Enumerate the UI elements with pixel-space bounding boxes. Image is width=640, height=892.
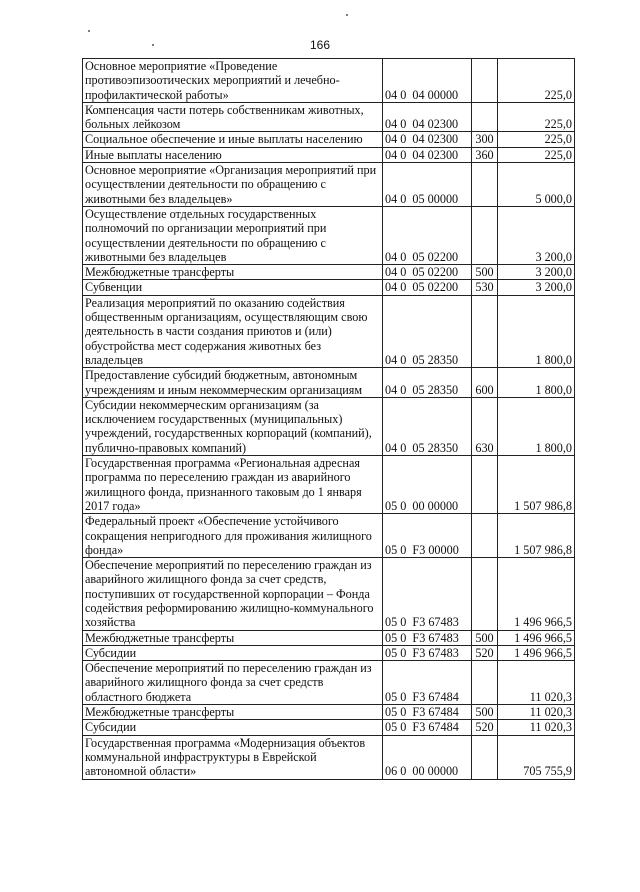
row-amount-cell: 1 800,0 — [498, 397, 575, 455]
row-code-cell: 04 0 04 02300 — [383, 147, 472, 162]
table-row — [83, 132, 575, 147]
row-code-cell: 04 0 05 02200 — [383, 280, 472, 295]
row-code-cell: 04 0 04 02300 — [383, 102, 472, 132]
row-name-cell: Государственная программа «Модернизация объектов коммунальной инфраструктуры в Еврейской автономной области» — [83, 735, 383, 779]
row-expense-type-cell — [472, 163, 498, 207]
budget-table — [82, 58, 575, 780]
row-expense-type-cell — [472, 661, 498, 705]
row-amount-cell: 1 507 986,8 — [498, 514, 575, 558]
row-expense-type-cell: 300 — [472, 132, 498, 147]
row-amount-cell: 11 020,3 — [498, 720, 575, 735]
table-row — [83, 265, 575, 280]
row-name-cell: Осуществление отдельных государственных полномочий по организации мероприятий при осуществлении деятельности по обращению с животными без владельцев — [83, 206, 383, 264]
row-name-cell: Межбюджетные трансферты — [83, 265, 383, 280]
row-code-cell: 04 0 05 28350 — [383, 368, 472, 398]
row-name-cell: Субвенции — [83, 280, 383, 295]
table-row — [83, 558, 575, 630]
row-amount-cell: 705 755,9 — [498, 735, 575, 779]
row-code-cell: 04 0 05 02200 — [383, 206, 472, 264]
row-expense-type-cell: 530 — [472, 280, 498, 295]
row-amount-cell: 1 496 966,5 — [498, 630, 575, 645]
row-amount-cell: 225,0 — [498, 132, 575, 147]
row-name-cell: Межбюджетные трансферты — [83, 705, 383, 720]
table-row — [83, 735, 575, 779]
row-expense-type-cell: 360 — [472, 147, 498, 162]
row-code-cell: 05 0 F3 67483 — [383, 645, 472, 660]
row-name-cell: Государственная программа «Региональная адресная программа по переселению граждан из аварийного жилищного фонда, признанного таковым до 1 января 2017 года» — [83, 456, 383, 514]
row-name-cell: Межбюджетные трансферты — [83, 630, 383, 645]
row-expense-type-cell — [472, 514, 498, 558]
row-name-cell: Социальное обеспечение и иные выплаты населению — [83, 132, 383, 147]
row-expense-type-cell — [472, 456, 498, 514]
row-amount-cell: 225,0 — [498, 147, 575, 162]
scan-speck — [88, 30, 90, 32]
row-amount-cell: 1 496 966,5 — [498, 645, 575, 660]
row-expense-type-cell: 600 — [472, 368, 498, 398]
row-code-cell: 05 0 F3 67483 — [383, 630, 472, 645]
row-expense-type-cell — [472, 206, 498, 264]
row-name-cell: Основное мероприятие «Организация мероприятий при осуществлении деятельности по обращению с животными без владельцев» — [83, 163, 383, 207]
page-number: 166 — [309, 38, 331, 52]
table-row — [83, 295, 575, 367]
row-code-cell: 05 0 F3 67483 — [383, 558, 472, 630]
row-expense-type-cell — [472, 295, 498, 367]
row-code-cell: 05 0 00 00000 — [383, 456, 472, 514]
row-expense-type-cell: 500 — [472, 705, 498, 720]
row-expense-type-cell: 520 — [472, 720, 498, 735]
table-row — [83, 514, 575, 558]
row-name-cell: Компенсация части потерь собственникам животных, больных лейкозом — [83, 102, 383, 132]
row-code-cell: 05 0 F3 67484 — [383, 720, 472, 735]
row-code-cell: 04 0 05 28350 — [383, 397, 472, 455]
row-code-cell: 04 0 04 00000 — [383, 59, 472, 103]
table-row — [83, 147, 575, 162]
row-amount-cell: 1 507 986,8 — [498, 456, 575, 514]
row-name-cell: Субсидии — [83, 720, 383, 735]
row-amount-cell: 1 800,0 — [498, 368, 575, 398]
table-row — [83, 102, 575, 132]
row-expense-type-cell — [472, 59, 498, 103]
row-expense-type-cell — [472, 102, 498, 132]
row-name-cell: Субсидии некоммерческим организациям (за исключением государственных (муниципальных) учреждений, государственных корпораций (компаний), публично-правовых компаний) — [83, 397, 383, 455]
row-code-cell: 04 0 04 02300 — [383, 132, 472, 147]
row-code-cell: 04 0 05 00000 — [383, 163, 472, 207]
table-row — [83, 163, 575, 207]
row-code-cell: 04 0 05 02200 — [383, 265, 472, 280]
row-name-cell: Предоставление субсидий бюджетным, автономным учреждениям и иным некоммерческим организациям — [83, 368, 383, 398]
row-amount-cell: 3 200,0 — [498, 280, 575, 295]
row-amount-cell: 225,0 — [498, 102, 575, 132]
row-name-cell: Основное мероприятие «Проведение противоэпизоотических мероприятий и лечебно-профилактической работы» — [83, 59, 383, 103]
table-row — [83, 280, 575, 295]
table-row — [83, 206, 575, 264]
row-expense-type-cell — [472, 558, 498, 630]
row-expense-type-cell: 500 — [472, 630, 498, 645]
row-amount-cell: 1 496 966,5 — [498, 558, 575, 630]
row-amount-cell: 11 020,3 — [498, 705, 575, 720]
row-amount-cell: 225,0 — [498, 59, 575, 103]
row-expense-type-cell: 500 — [472, 265, 498, 280]
row-name-cell: Иные выплаты населению — [83, 147, 383, 162]
table-row — [83, 368, 575, 398]
row-code-cell: 04 0 05 28350 — [383, 295, 472, 367]
row-expense-type-cell: 520 — [472, 645, 498, 660]
row-name-cell: Федеральный проект «Обеспечение устойчивого сокращения непригодного для проживания жилищного фонда» — [83, 514, 383, 558]
row-amount-cell: 11 020,3 — [498, 661, 575, 705]
row-code-cell: 06 0 00 00000 — [383, 735, 472, 779]
table-row — [83, 456, 575, 514]
table-row — [83, 397, 575, 455]
row-name-cell: Субсидии — [83, 645, 383, 660]
row-code-cell: 05 0 F3 67484 — [383, 705, 472, 720]
row-amount-cell: 3 200,0 — [498, 265, 575, 280]
row-amount-cell: 5 000,0 — [498, 163, 575, 207]
table-row — [83, 645, 575, 660]
row-amount-cell: 1 800,0 — [498, 295, 575, 367]
row-name-cell: Обеспечение мероприятий по переселению граждан из аварийного жилищного фонда за счет средств, поступивших от государственной корпорации – Фонда содействия реформированию жилищно-коммунального хозяйства — [83, 558, 383, 630]
row-expense-type-cell: 630 — [472, 397, 498, 455]
table-row — [83, 661, 575, 705]
row-name-cell: Реализация мероприятий по оказанию содействия общественным организациям, осуществляющим свою деятельность в части создания приютов и (или) обустройства мест содержания животных без владельцев — [83, 295, 383, 367]
row-code-cell: 05 0 F3 00000 — [383, 514, 472, 558]
scan-speck — [346, 14, 348, 16]
table-row — [83, 59, 575, 103]
table-row — [83, 630, 575, 645]
row-expense-type-cell — [472, 735, 498, 779]
row-code-cell: 05 0 F3 67484 — [383, 661, 472, 705]
row-amount-cell: 3 200,0 — [498, 206, 575, 264]
table-row — [83, 705, 575, 720]
table-row — [83, 720, 575, 735]
budget-table-body — [83, 59, 575, 780]
row-name-cell: Обеспечение мероприятий по переселению граждан из аварийного жилищного фонда за счет средств областного бюджета — [83, 661, 383, 705]
